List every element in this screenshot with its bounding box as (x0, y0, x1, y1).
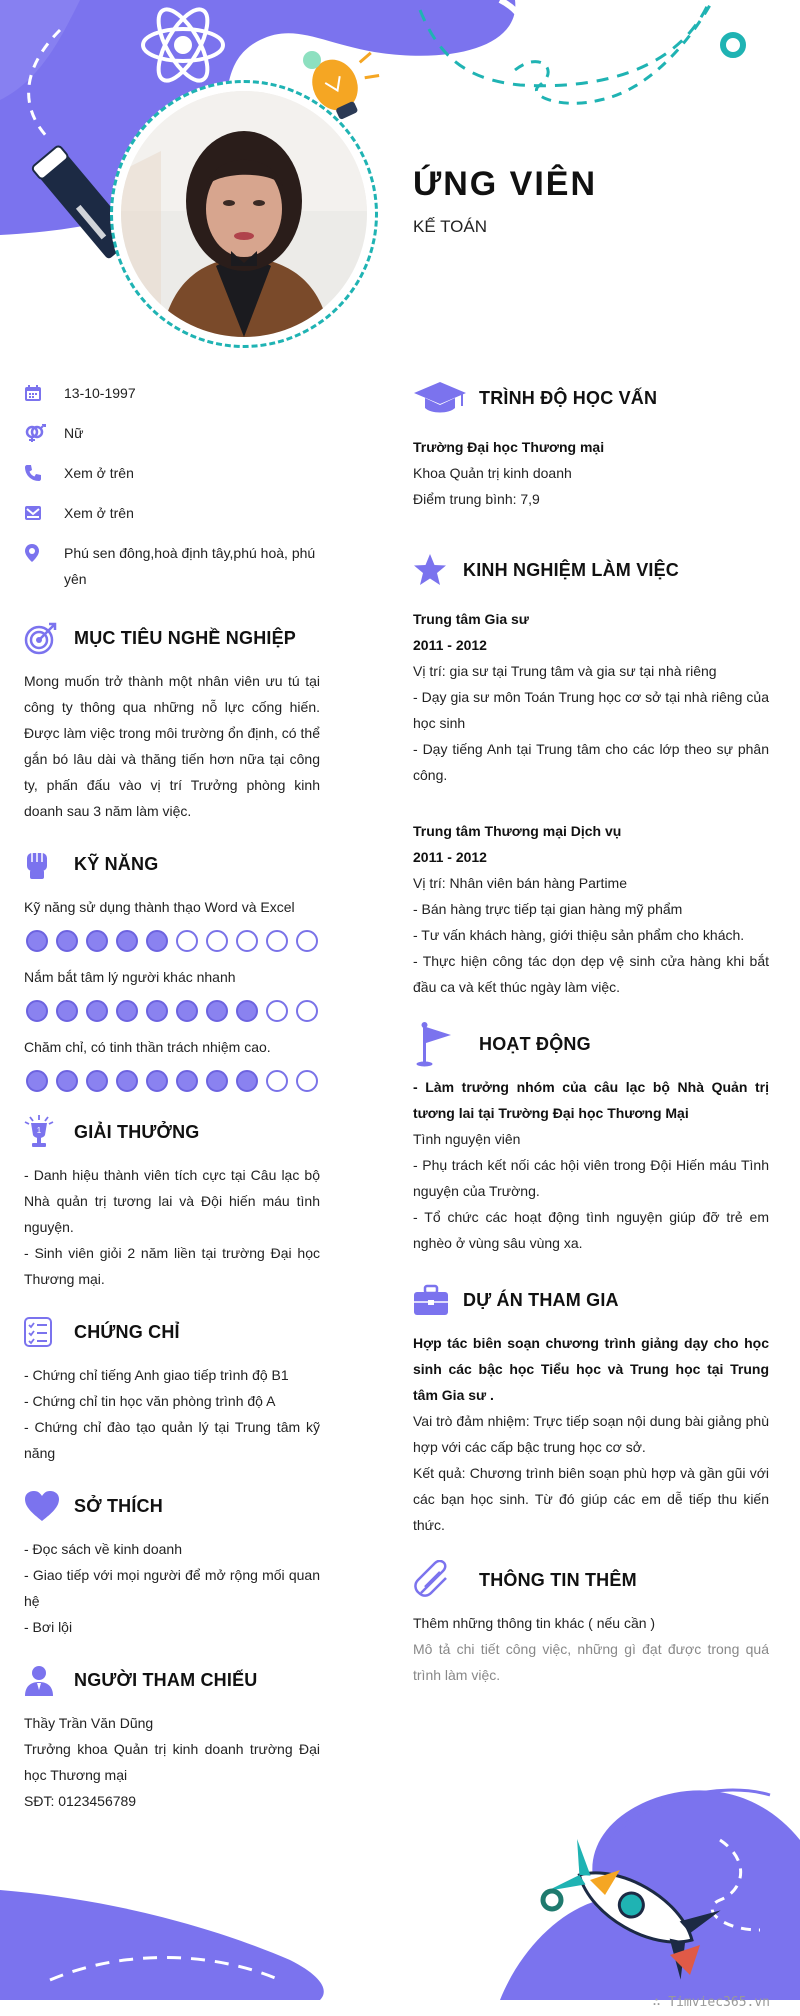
calendar-icon (24, 380, 64, 406)
projects-section-header (413, 1282, 769, 1318)
rating-dot-filled (236, 1000, 258, 1022)
skill-label: Kỹ năng sử dụng thành thạo Word và Excel (24, 899, 295, 915)
rating-dot-filled (116, 1070, 138, 1092)
rating-dot-filled (146, 1000, 168, 1022)
skill-rating (26, 1070, 320, 1092)
experience-item (413, 606, 769, 788)
contact-email (24, 500, 320, 526)
rating-dot-filled (176, 1000, 198, 1022)
skills-section-header (24, 846, 320, 882)
rating-dot-empty (296, 930, 318, 952)
activity-line: Tình nguyện viên (413, 1131, 521, 1147)
rating-dot-filled (86, 1070, 108, 1092)
avatar (121, 91, 367, 337)
star-icon (413, 552, 463, 588)
reference-line: Trưởng khoa Quản trị kinh doanh trường Đại học Thương mại (24, 1741, 320, 1783)
awards-section-header (24, 1114, 320, 1150)
left-column (24, 380, 320, 1814)
award-line: - Sinh viên giỏi 2 năm liền tại trường Đại học Thương mại. (24, 1245, 320, 1287)
heart-icon (24, 1488, 74, 1524)
rating-dot-filled (236, 1070, 258, 1092)
additional-section-header (413, 1562, 769, 1598)
section-title: NGƯỜI THAM CHIẾU (74, 1669, 258, 1690)
rating-dot-filled (176, 1070, 198, 1092)
brand-text: Timviec365.vn (668, 1995, 770, 2010)
rating-dot-empty (266, 930, 288, 952)
education-school: Trường Đại học Thương mại (413, 439, 605, 455)
section-title: KINH NGHIỆM LÀM VIỆC (463, 559, 680, 580)
job-detail: - Tư vấn khách hàng, giới thiệu sản phẩm cho khách. (413, 927, 745, 943)
skill-rating (26, 1000, 320, 1022)
rating-dot-filled (116, 930, 138, 952)
contact-text: Phú sen đông,hoà định tây,phú hoà, phú yên (64, 545, 316, 587)
additional-text: Thêm những thông tin khác ( nếu cần ) (413, 1615, 656, 1631)
job-detail: - Thực hiện công tác dọn dẹp vệ sinh cửa hàng khi bắt đầu ca và kết thúc ngày làm việc. (413, 953, 769, 995)
job-period: 2011 - 2012 (413, 637, 487, 653)
certificates-section-header (24, 1314, 320, 1350)
project-heading: Hợp tác biên soạn chương trình giảng dạy cho học sinh các bậc học Tiểu học và Trung học tại Trung tâm Gia sư . (413, 1335, 769, 1403)
location-icon (24, 540, 64, 566)
rating-dot-filled (146, 930, 168, 952)
briefcase-icon (413, 1282, 463, 1318)
skill-label: Nắm bắt tâm lý người khác nhanh (24, 969, 236, 985)
job-detail: - Dạy gia sư môn Toán Trung học cơ sở tại nhà riêng của học sinh (413, 689, 769, 731)
rating-dot-empty (296, 1070, 318, 1092)
job-detail: - Dạy tiếng Anh tại Trung tâm cho các lớp theo sự phân công. (413, 741, 769, 783)
rating-dot-empty (266, 1070, 288, 1092)
candidate-name: ỨNG VIÊN (413, 165, 598, 203)
hobby-line: - Giao tiếp với mọi người để mở rộng mối quan hệ (24, 1567, 320, 1609)
section-title: THÔNG TIN THÊM (479, 1569, 637, 1590)
checklist-icon (24, 1314, 74, 1350)
rating-dot-filled (86, 1000, 108, 1022)
project-line: Kết quả: Chương trình biên soạn phù hợp và gần gũi với các bạn học sinh. Từ đó giúp các em dễ tiếp thu kiến thức. (413, 1465, 769, 1533)
hobby-line: - Đọc sách về kinh doanh (24, 1541, 182, 1557)
job-role: Vị trí: gia sư tại Trung tâm và gia sư tại nhà riêng (413, 663, 717, 679)
certificate-line: - Chứng chỉ tiếng Anh giao tiếp trình độ B1 (24, 1367, 289, 1383)
footer-brand: ∴ Timviec365.vn (652, 1995, 770, 2010)
section-title: DỰ ÁN THAM GIA (463, 1289, 619, 1310)
contact-text: Xem ở trên (64, 505, 134, 521)
candidate-position: KẾ TOÁN (413, 217, 488, 236)
contact-birthday (24, 380, 320, 406)
person-icon (24, 1662, 74, 1698)
section-title: GIẢI THƯỞNG (74, 1121, 200, 1142)
objective-section-header (24, 620, 320, 656)
certificate-line: - Chứng chỉ tin học văn phòng trình độ A (24, 1393, 276, 1409)
rating-dot-filled (56, 1070, 78, 1092)
trophy-icon (24, 1114, 74, 1150)
rating-dot-filled (26, 1070, 48, 1092)
project-line: Vai trò đảm nhiệm: Trực tiếp soạn nội dung bài giảng phù hợp với các cấp bậc trung học cơ sở. (413, 1413, 769, 1455)
rating-dot-empty (176, 930, 198, 952)
certificate-line: - Chứng chỉ đào tạo quản lý tại Trung tâm kỹ năng (24, 1419, 320, 1461)
rating-dot-empty (296, 1000, 318, 1022)
additional-placeholder: Mô tả chi tiết công việc, những gì đạt được trong quá trình làm việc. (413, 1641, 769, 1683)
rating-dot-filled (86, 930, 108, 952)
job-detail: - Bán hàng trực tiếp tại gian hàng mỹ phẩm (413, 901, 683, 917)
references-section-header (24, 1662, 320, 1698)
section-title: SỞ THÍCH (74, 1495, 163, 1516)
education-gpa: Điểm trung bình: 7,9 (413, 491, 540, 507)
rating-dot-filled (56, 930, 78, 952)
rating-dot-filled (26, 930, 48, 952)
section-title: CHỨNG CHỈ (74, 1321, 180, 1342)
contact-info (24, 380, 320, 592)
education-section-header (413, 380, 769, 416)
right-column (413, 380, 769, 1688)
section-title: MỤC TIÊU NGHỀ NGHIỆP (74, 627, 297, 648)
phone-icon (24, 460, 64, 486)
hobbies-section-header (24, 1488, 320, 1524)
svg-text:1: 1 (36, 1126, 42, 1135)
experience-section-header (413, 552, 769, 588)
job-period: 2011 - 2012 (413, 849, 487, 865)
skill-label: Chăm chỉ, có tinh thần trách nhiệm cao. (24, 1039, 271, 1055)
experience-item (413, 818, 769, 1000)
rating-dot-filled (206, 1000, 228, 1022)
contact-text: Xem ở trên (64, 465, 134, 481)
section-title: KỸ NĂNG (74, 853, 159, 874)
flag-icon (413, 1026, 479, 1062)
paperclip-icon (413, 1562, 479, 1598)
award-line: - Danh hiệu thành viên tích cực tại Câu lạc bộ Nhà quản trị tương lai và Đội hiến máu tình nguyện. (24, 1167, 320, 1235)
rating-dot-filled (116, 1000, 138, 1022)
skill-rating (26, 930, 320, 952)
skills-list (24, 894, 320, 1092)
hobby-line: - Bơi lội (24, 1619, 73, 1635)
graduation-cap-icon (413, 380, 479, 416)
email-icon (24, 500, 64, 526)
job-role: Vị trí: Nhân viên bán hàng Partime (413, 875, 628, 891)
activity-line: - Tổ chức các hoạt động tình nguyện giúp đỡ trẻ em nghèo ở vùng sâu vùng xa. (413, 1209, 769, 1251)
gender-icon (24, 420, 64, 446)
activity-heading: - Làm trưởng nhóm của câu lạc bộ Nhà Quản trị tương lai tại Trường Đại học Thương Mại (413, 1079, 769, 1121)
rating-dot-empty (266, 1000, 288, 1022)
rating-dot-filled (56, 1000, 78, 1022)
contact-gender (24, 420, 320, 446)
education-faculty: Khoa Quản trị kinh doanh (413, 465, 572, 481)
rating-dot-filled (146, 1070, 168, 1092)
section-title: TRÌNH ĐỘ HỌC VẤN (479, 387, 658, 408)
activity-line: - Phụ trách kết nối các hội viên trong Đội Hiến máu Tình nguyện của Trường. (413, 1157, 769, 1199)
rating-dot-empty (206, 930, 228, 952)
section-title: HOẠT ĐỘNG (479, 1033, 591, 1054)
raised-fist-icon (24, 846, 74, 882)
company-name: Trung tâm Thương mại Dịch vụ (413, 823, 622, 839)
target-icon (24, 620, 74, 656)
contact-address (24, 540, 320, 592)
reference-line: SĐT: 0123456789 (24, 1793, 137, 1809)
contact-text: Nữ (64, 425, 84, 441)
avatar-frame (110, 80, 378, 348)
company-name: Trung tâm Gia sư (413, 611, 529, 627)
activities-section-header (413, 1026, 769, 1062)
rating-dot-filled (26, 1000, 48, 1022)
rating-dot-empty (236, 930, 258, 952)
reference-line: Thầy Trần Văn Dũng (24, 1715, 154, 1731)
objective-text: Mong muốn trở thành một nhân viên ưu tú tại công ty thông qua những nỗ lực cống hiến. Được làm việc trong môi trường ổn định, có thể gắn bó lâu dài và thăng tiến hơn nữa tại công ty, phấn đấu vào vị trí Trưởng phòng kinh doanh sau 3 năm làm việc. (24, 673, 320, 819)
rating-dot-filled (206, 1070, 228, 1092)
contact-text: 13-10-1997 (64, 385, 136, 401)
contact-phone (24, 460, 320, 486)
